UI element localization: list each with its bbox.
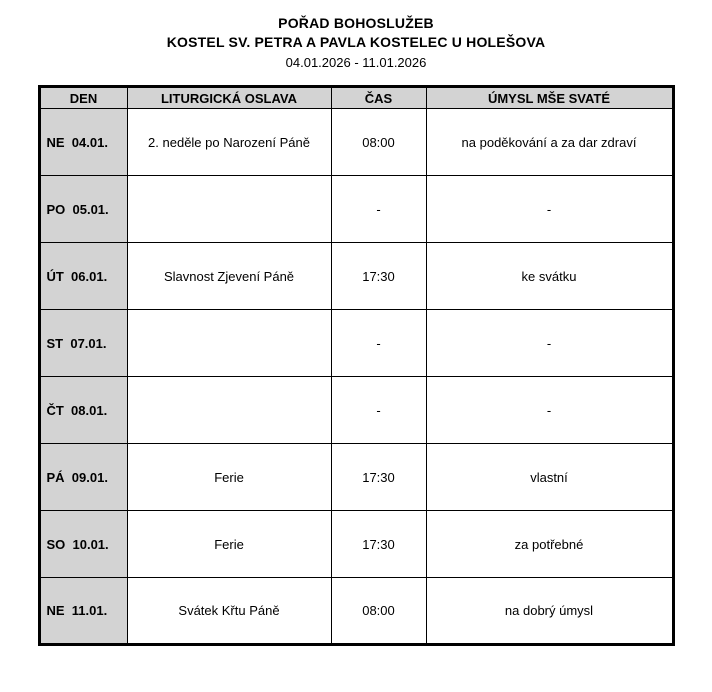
- intention-cell: -: [426, 377, 673, 444]
- day-cell: ÚT 06.01.: [39, 243, 127, 310]
- time-cell: -: [331, 377, 426, 444]
- day-cell: ST 07.01.: [39, 310, 127, 377]
- time-cell: 17:30: [331, 243, 426, 310]
- time-cell: 17:30: [331, 511, 426, 578]
- page-title: POŘAD BOHOSLUŽEB: [278, 15, 434, 31]
- table-row: [39, 444, 673, 511]
- table-row: [39, 176, 673, 243]
- day-cell: PO 05.01.: [39, 176, 127, 243]
- day-cell: PÁ 09.01.: [39, 444, 127, 511]
- title-block: [0, 14, 712, 71]
- col-header-umysl: ÚMYSL MŠE SVATÉ: [426, 87, 673, 109]
- table-row: [39, 511, 673, 578]
- intention-cell: -: [426, 310, 673, 377]
- liturgy-cell: Ferie: [127, 511, 331, 578]
- time-cell: -: [331, 176, 426, 243]
- intention-cell: za potřebné: [426, 511, 673, 578]
- day-cell: ČT 08.01.: [39, 377, 127, 444]
- liturgy-cell: 2. neděle po Narození Páně: [127, 109, 331, 176]
- intention-cell: ke svátku: [426, 243, 673, 310]
- time-cell: 08:00: [331, 578, 426, 645]
- schedule-table: [38, 85, 675, 646]
- table-row: [39, 243, 673, 310]
- church-name: KOSTEL SV. PETRA A PAVLA KOSTELEC U HOLEŠOVA: [166, 33, 546, 50]
- intention-cell: na dobrý úmysl: [426, 578, 673, 645]
- table-row: [39, 377, 673, 444]
- intention-cell: -: [426, 176, 673, 243]
- day-cell: NE 11.01.: [39, 578, 127, 645]
- date-range: 04.01.2026 - 11.01.2026: [285, 54, 427, 70]
- header-row: [39, 87, 673, 109]
- col-header-den: DEN: [39, 87, 127, 109]
- table-row: [39, 310, 673, 377]
- liturgy-cell: Svátek Křtu Páně: [127, 578, 331, 645]
- intention-cell: vlastní: [426, 444, 673, 511]
- col-header-oslava: LITURGICKÁ OSLAVA: [127, 87, 331, 109]
- liturgy-cell: [127, 176, 331, 243]
- table-row: [39, 109, 673, 176]
- liturgy-cell: [127, 377, 331, 444]
- day-cell: NE 04.01.: [39, 109, 127, 176]
- table-row: [39, 578, 673, 645]
- intention-cell: na poděkování a za dar zdraví: [426, 109, 673, 176]
- liturgy-cell: Slavnost Zjevení Páně: [127, 243, 331, 310]
- time-cell: 08:00: [331, 109, 426, 176]
- time-cell: 17:30: [331, 444, 426, 511]
- liturgy-cell: [127, 310, 331, 377]
- col-header-cas: ČAS: [331, 87, 426, 109]
- day-cell: SO 10.01.: [39, 511, 127, 578]
- time-cell: -: [331, 310, 426, 377]
- liturgy-cell: Ferie: [127, 444, 331, 511]
